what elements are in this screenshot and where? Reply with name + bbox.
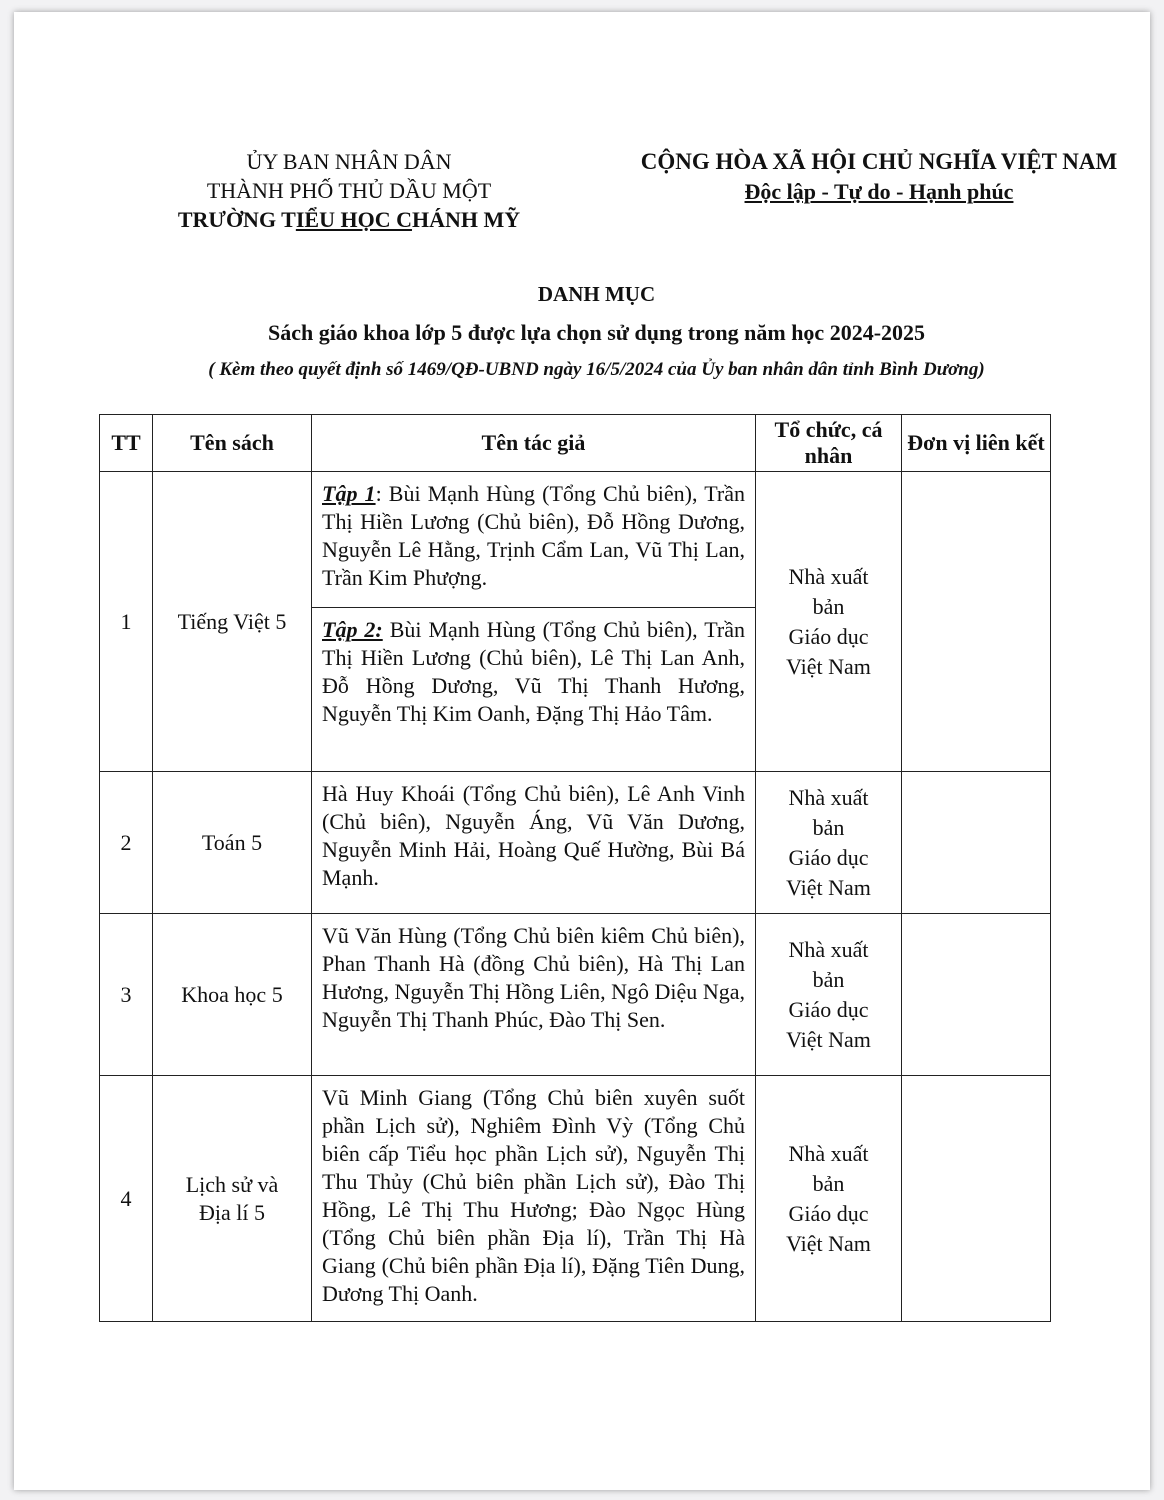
book-name-line-1: Lịch sử và	[185, 1171, 279, 1197]
book-name-line-2: Địa lí 5	[199, 1199, 265, 1225]
issuer-header	[134, 147, 564, 234]
row-tt: 2	[100, 772, 153, 914]
header-book-name: Tên sách	[153, 415, 312, 472]
national-header	[614, 147, 1144, 207]
row-book-name: Khoa học 5	[153, 914, 312, 1076]
table-row	[100, 772, 1051, 914]
publisher-line-4: Việt Nam	[786, 874, 871, 900]
table-header-row	[100, 415, 1051, 472]
row-authors-vol2	[312, 608, 756, 772]
publisher-line-1: Nhà xuất	[788, 1140, 869, 1166]
row-tt: 3	[100, 914, 153, 1076]
table-row	[100, 914, 1051, 1076]
row-organization	[756, 1076, 902, 1322]
school-name	[134, 205, 564, 234]
publisher-line-2: bản	[812, 966, 845, 992]
publisher-line-3: Giáo dục	[788, 844, 869, 870]
row-book-name: Tiếng Việt 5	[153, 472, 312, 772]
vol1-authors: : Bùi Mạnh Hùng (Tổng Chủ biên), Trần Thị Hiền Lương (Chủ biên), Đỗ Hồng Dương, Nguyễn Lê Hằng, Trịnh Cẩm Lan, Vũ Thị Lan, Trần Kim Phượng.	[322, 481, 745, 590]
row-organization	[756, 472, 902, 772]
school-name-suffix: HÁNH MỸ	[411, 207, 521, 232]
school-name-underlined: IỂU HỌC C	[295, 207, 412, 232]
publisher-line-4: Việt Nam	[786, 1026, 871, 1052]
title-note: ( Kèm theo quyết định số 1469/QĐ-UBND ngày 16/5/2024 của Ủy ban nhân dân tỉnh Bình Dương)	[208, 359, 985, 380]
title-main: DANH MỤC	[537, 282, 656, 306]
publisher-line-4: Việt Nam	[786, 653, 871, 679]
issuer-line-1: ỦY BAN NHÂN DÂN	[246, 149, 452, 174]
row-authors-vol1	[312, 472, 756, 608]
row-authors: Vũ Văn Hùng (Tổng Chủ biên kiêm Chủ biên), Phan Thanh Hà (đồng Chủ biên), Hà Thị Lan Hương, Nguyễn Thị Hồng Liên, Ngô Diệu Nga, Nguyễn Thị Thanh Phúc, Đào Thị Sen.	[312, 914, 756, 1076]
document-page	[14, 12, 1150, 1490]
row-authors: Vũ Minh Giang (Tổng Chủ biên xuyên suốt phần Lịch sử), Nghiêm Đình Vỳ (Tổng Chủ biên cấp Tiểu học phần Lịch sử), Nguyễn Thị Thu Thủy (Chủ biên phần Lịch sử), Đào Thị Hồng, Lê Thị Thu Hương; Đào Ngọc Hùng (Tổng Chủ biên phần Địa lí), Trần Thị Hà Giang (Chủ biên phần Địa lí), Đặng Tiên Dung, Dương Thị Oanh.	[312, 1076, 756, 1322]
row-partner	[902, 914, 1051, 1076]
header-organization: Tổ chức, cá nhân	[756, 415, 902, 472]
header-authors: Tên tác giả	[312, 415, 756, 472]
publisher-line-3: Giáo dục	[788, 623, 869, 649]
row-organization	[756, 914, 902, 1076]
title-sub: Sách giáo khoa lớp 5 được lựa chọn sử dụng trong năm học 2024-2025	[267, 320, 926, 345]
row-book-name	[153, 1076, 312, 1322]
row-tt: 4	[100, 1076, 153, 1322]
table-row	[100, 1076, 1051, 1322]
header-tt: TT	[100, 415, 153, 472]
school-name-prefix: TRƯỜNG T	[177, 207, 296, 232]
publisher-line-1: Nhà xuất	[788, 563, 869, 589]
publisher-line-2: bản	[812, 593, 845, 619]
row-partner	[902, 1076, 1051, 1322]
vol2-authors: Bùi Mạnh Hùng (Tổng Chủ biên), Trần Thị Hiền Lương (Chủ biên), Lê Thị Lan Anh, Đỗ Hồng Dương, Vũ Thị Thanh Hương, Nguyễn Thị Kim Oanh, Đặng Thị Hảo Tâm.	[322, 617, 746, 726]
issuer-line-2: THÀNH PHỐ THỦ DẦU MỘT	[206, 178, 492, 203]
country-name: CỘNG HÒA XÃ HỘI CHỦ NGHĨA VIỆT NAM	[640, 149, 1118, 174]
row-authors: Hà Huy Khoái (Tổng Chủ biên), Lê Anh Vinh (Chủ biên), Nguyễn Áng, Vũ Văn Dương, Nguyễn Minh Hải, Hoàng Quế Hường, Bùi Bá Mạnh.	[312, 772, 756, 914]
publisher-line-4: Việt Nam	[786, 1230, 871, 1256]
vol1-label: Tập 1	[322, 481, 376, 506]
row-partner	[902, 472, 1051, 772]
header-partner: Đơn vị liên kết	[902, 415, 1051, 472]
national-motto: Độc lập - Tự do - Hạnh phúc	[744, 179, 1014, 204]
table-row	[100, 472, 1051, 608]
publisher-line-2: bản	[812, 1170, 845, 1196]
publisher-line-2: bản	[812, 814, 845, 840]
publisher-line-3: Giáo dục	[788, 996, 869, 1022]
vol2-label: Tập 2:	[322, 617, 383, 642]
document-title	[74, 280, 1119, 384]
row-tt: 1	[100, 472, 153, 772]
row-organization	[756, 772, 902, 914]
row-book-name: Toán 5	[153, 772, 312, 914]
publisher-line-3: Giáo dục	[788, 1200, 869, 1226]
publisher-line-1: Nhà xuất	[788, 936, 869, 962]
row-partner	[902, 772, 1051, 914]
textbook-table	[99, 414, 1051, 1322]
publisher-line-1: Nhà xuất	[788, 784, 869, 810]
